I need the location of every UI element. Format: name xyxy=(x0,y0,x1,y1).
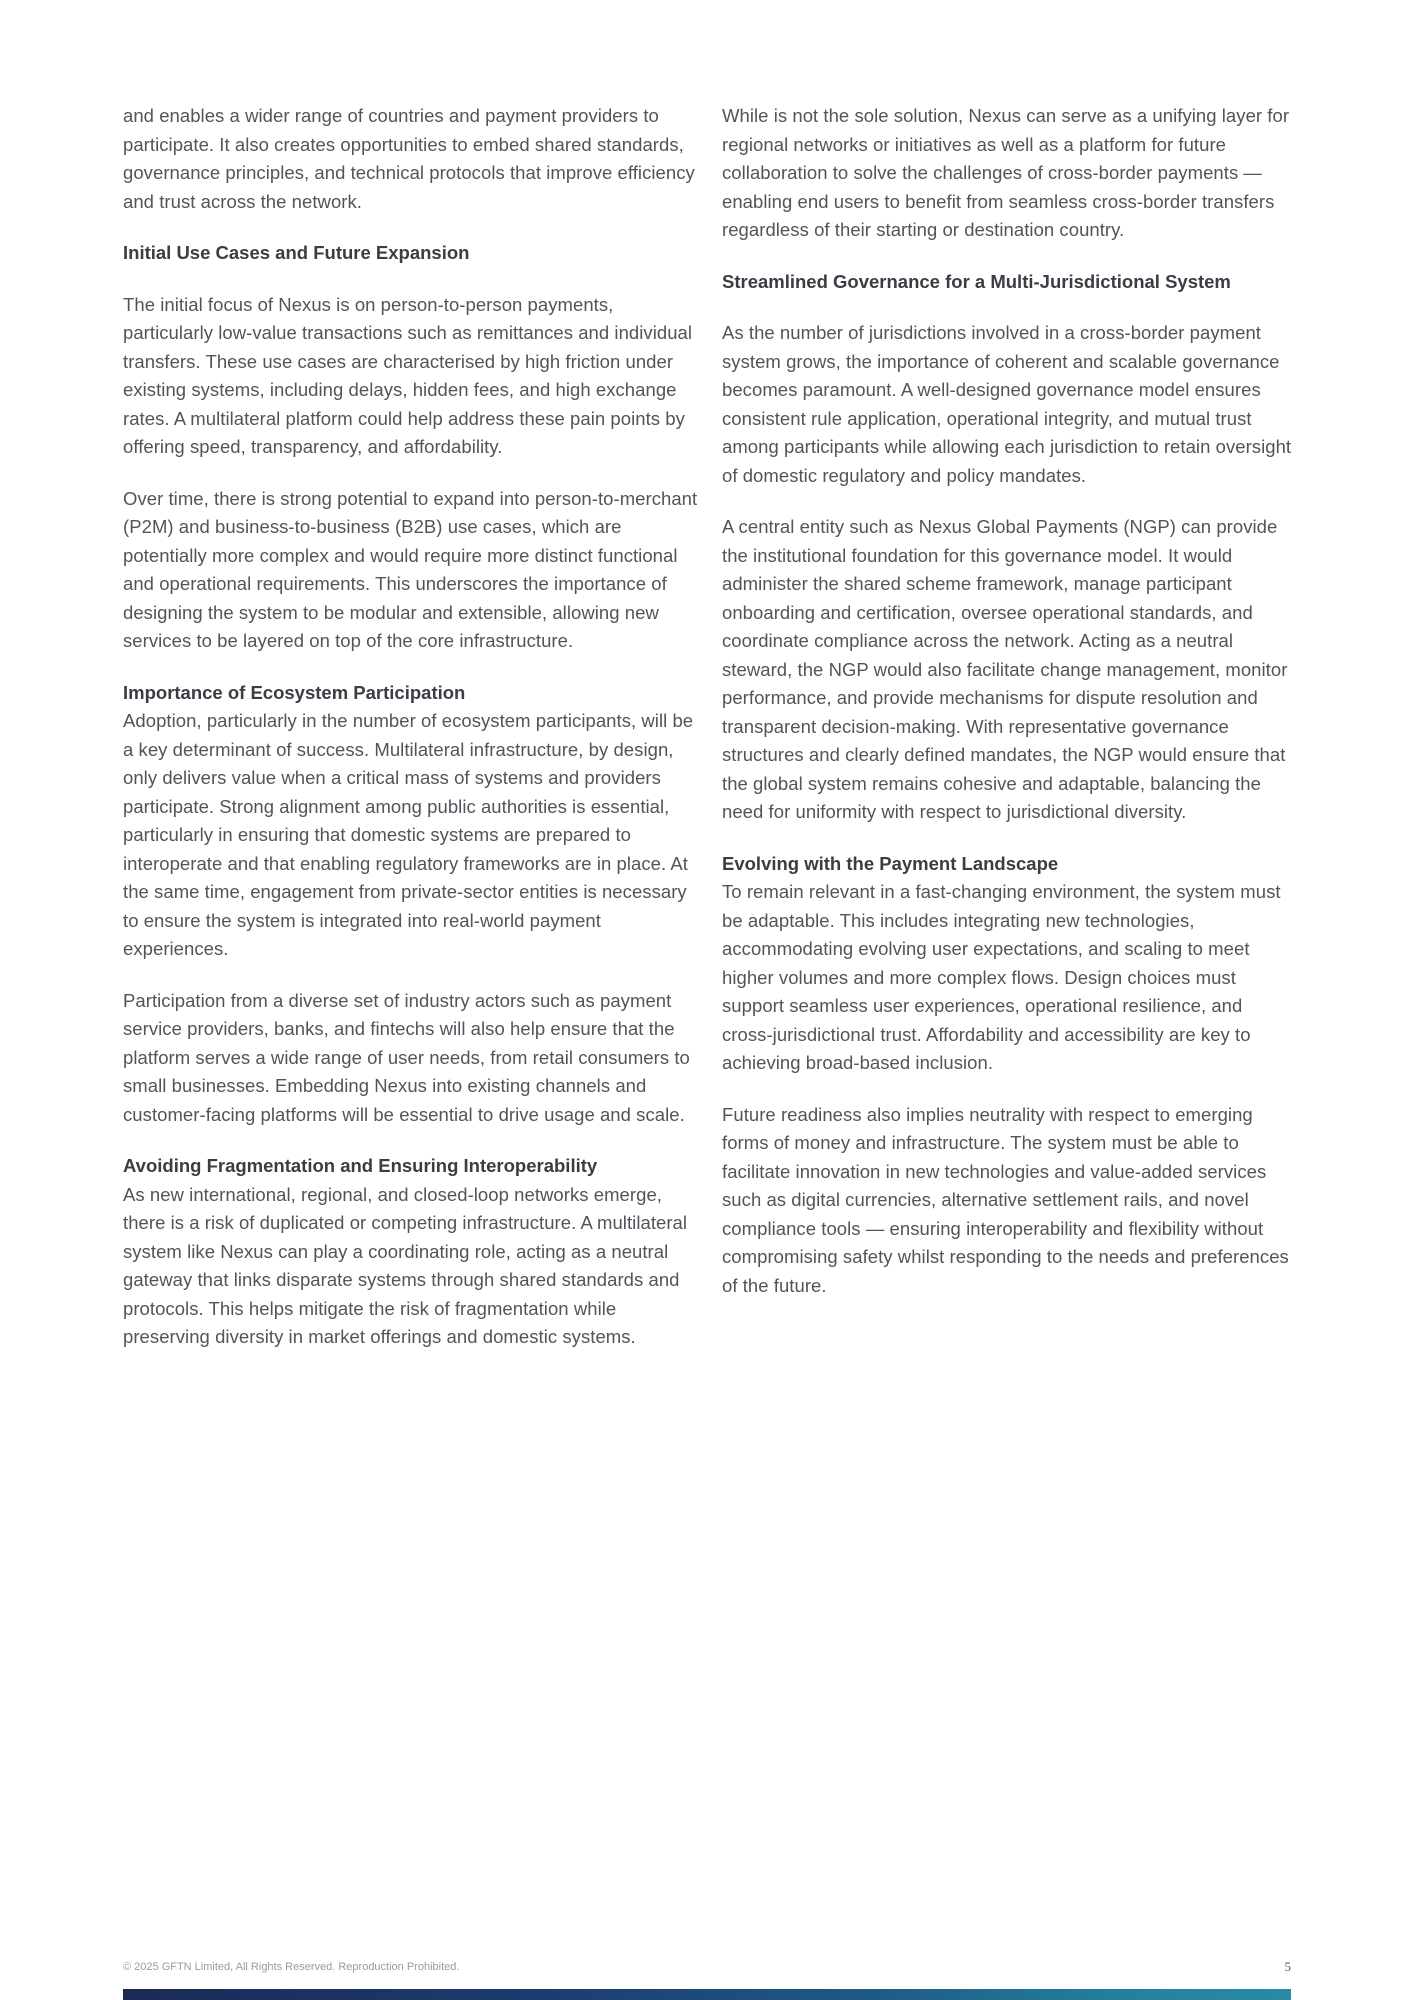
evolving-paragraph-1: To remain relevant in a fast-changing environment, the system must be adaptable. This includes integrating new technologies, accommodating evolving user expectations, and scaling to meet higher volumes and more complex flows. Design choices must support seamless user experiences, operational resilience, and cross-jurisdictional trust. Affordability and accessibility are key to achieving broad-based inclusion. xyxy=(722,881,1281,1073)
ecosystem-paragraph-1: Adoption, particularly in the number of ecosystem participants, will be a key determinant of success. Multilateral infrastructure, by design, only delivers value when a critical mass of systems and providers participate. Strong alignment among public authorities is essential, particularly in ensuring that domestic systems are prepared to interoperate and that enabling regulatory frameworks are in place. At the same time, engagement from private-sector entities is necessary to ensure the system is integrated into real-world payment experiences. xyxy=(123,710,694,959)
heading-streamlined-governance: Streamlined Governance for a Multi-Jurisdictional System xyxy=(722,270,1231,292)
heading-initial-use-cases: Initial Use Cases and Future Expansion xyxy=(123,242,470,263)
governance-paragraph-1: As the number of jurisdictions involved in a cross-border payment system grows, the importance of coherent and scalable governance becomes paramount. A well-designed governance model ensures consistent rule application, operational integrity, and mutual trust among participants while allowing each jurisdiction to retain oversight of domestic regulatory and policy mandates. xyxy=(722,322,1292,486)
initial-use-cases-paragraph-1: The initial focus of Nexus is on person-to-person payments, particularly low-value transactions such as remittances and individual transfers. These use cases are characterised by high friction under existing systems, including delays, hidden fees, and high exchange rates. A multilateral platform could help address these pain points by offering speed, transparency, and affordability. xyxy=(123,293,693,457)
left-intro-paragraph: and enables a wider range of countries and payment providers to participate. It also creates opportunities to embed shared standards, governance principles, and technical protocols that improve efficiency and trust across the network. xyxy=(123,105,695,212)
heading-ecosystem-participation: Importance of Ecosystem Participation xyxy=(123,681,466,703)
right-intro-paragraph: While is not the sole solution, Nexus can serve as a unifying layer for regional networks or initiatives as well as a platform for future collaboration to solve the challenges of cross-border payments — enabling end users to benefit from seamless cross-border transfers regardless of their starting or destination country. xyxy=(722,105,1290,240)
left-column xyxy=(123,102,703,1352)
ecosystem-paragraph-2: Participation from a diverse set of industry actors such as payment service providers, banks, and fintechs will also help ensure that the platform serves a wide range of user needs, from retail consumers to small businesses. Embedding Nexus into existing channels and customer-facing platforms will be essential to drive usage and scale. xyxy=(123,989,690,1125)
page-number: 5 xyxy=(1284,1959,1291,1974)
governance-paragraph-2: A central entity such as Nexus Global Payments (NGP) can provide the institutional foundation for this governance model. It would administer the shared scheme framework, manage participant onboarding and certification, oversee operational standards, and coordinate compliance across the network. Acting as a neutral steward, the NGP would also facilitate change management, monitor performance, and provide mechanisms for dispute resolution and transparent decision-making. With representative governance structures and clearly defined mandates, the NGP would ensure that the global system remains cohesive and adaptable, balancing the need for uniformity with respect to jurisdictional diversity. xyxy=(722,516,1288,822)
right-column xyxy=(722,102,1292,1300)
footer-gradient-bar xyxy=(123,1989,1291,2000)
heading-avoiding-fragmentation: Avoiding Fragmentation and Ensuring Interoperability xyxy=(123,1155,598,1176)
initial-use-cases-paragraph-2: Over time, there is strong potential to expand into person-to-merchant (P2M) and business-to-business (B2B) use cases, which are potentially more complex and would require more distinct functional and operational requirements. This underscores the importance of designing the system to be modular and extensible, allowing new services to be layered on top of the core infrastructure. xyxy=(123,487,698,651)
footer-copyright: © 2025 GFTN Limited, All Rights Reserved. Reproduction Prohibited. xyxy=(123,1961,460,1973)
evolving-paragraph-2: Future readiness also implies neutrality with respect to emerging forms of money and infrastructure. The system must be able to facilitate innovation in new technologies and value-added services such as digital currencies, alternative settlement rails, and novel compliance tools — ensuring interoperability and flexibility without compromising safety whilst responding to the needs and preferences of the future. xyxy=(722,1103,1289,1296)
fragmentation-paragraph: As new international, regional, and closed-loop networks emerge, there is a risk of duplicated or competing infrastructure. A multilateral system like Nexus can play a coordinating role, acting as a neutral gateway that links disparate systems through shared standards and protocols. This helps mitigate the risk of fragmentation while preserving diversity in market offerings and domestic systems. xyxy=(123,1183,688,1347)
heading-evolving-landscape: Evolving with the Payment Landscape xyxy=(722,852,1059,874)
